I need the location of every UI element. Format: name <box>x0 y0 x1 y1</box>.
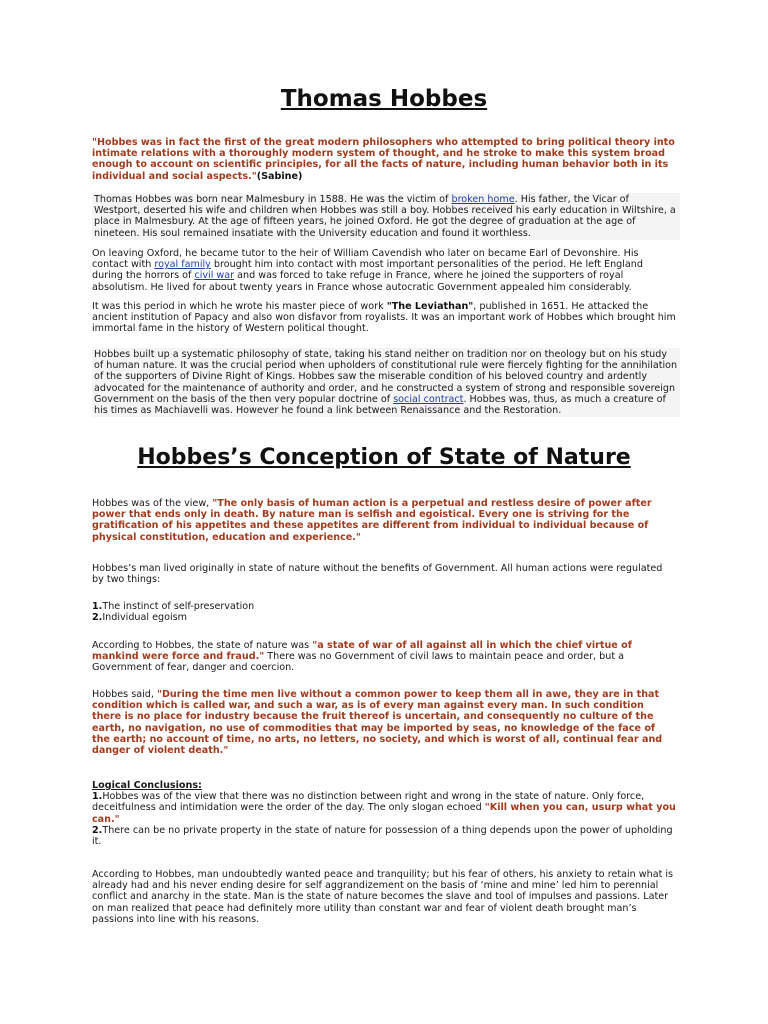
list-number: 2. <box>92 612 103 624</box>
list-item-text: Individual egoism <box>102 612 187 624</box>
list-number: 2. <box>92 824 103 836</box>
bio-paragraph-leviathan <box>92 301 676 335</box>
logical-heading: Logical Conclusions: <box>92 780 202 791</box>
list-number: 1. <box>92 601 103 612</box>
list-item-text: The instinct of self-preservation <box>102 601 255 612</box>
text-span: According to Hobbes, the state of nature was <box>92 640 313 651</box>
text-span: There can be no private property in the state of nature for possession of a thing depends upon the power of upholding it. <box>92 824 673 848</box>
text-span: Hobbes was of the view, <box>92 498 213 509</box>
text-span: brought him into contact with most important personalities of the period. He left England during the horrors of <box>92 259 643 282</box>
list-number: 1. <box>92 791 103 803</box>
logical-conclusions <box>92 780 676 847</box>
son-list <box>92 601 676 623</box>
text-span: and was forced to take refuge in France, where he joined the supporters of royal absolutism. He lived for about twenty years in France whose autocratic Government appealed him considerably. <box>92 270 632 293</box>
section-title: Hobbes’s Conception of State of Nature <box>137 445 631 470</box>
link-civil-war[interactable]: civil war <box>194 270 235 282</box>
text-span: . His father, the Vicar of Westport, deserted his wife and children when Hobbes was still a boy. Hobbes received his early education in Wiltshire, a place in Malmesbury. At the age of fifteen years, he joined Oxford. He got the degree of graduation at the age of nineteen. His soul remained insatiate with the University education and found it worthless. <box>94 194 676 239</box>
quote-power: "The only basis of human action is a perpetual and restless desire of power after power that ends only in death. By nature man is selfish and egoistical. Every one is striving for the gratification of his appetites and these appetites are different from individual to individual because of physical constitution, education and experience." <box>92 498 652 543</box>
intro-quote-paragraph <box>92 137 676 182</box>
bio-paragraph-oxford <box>92 248 676 293</box>
quote-war: "a state of war of all against all in which the chief virtue of mankind were force and fraud." <box>92 640 632 663</box>
quote-condition: "During the time men live without a common power to keep them all in awe, they are in that condition which is called war, and such a war, as is of every man against every man. In such condition there is no place for industry because the fruit thereof is uncertain, and consequently no culture of the earth, no navigation, no use of commodities that may be imported by seas, no knowledge of the face of the earth; no account of time, no arts, no letters, no society, and which is worst of all, continual fear and danger of violent death." <box>92 689 663 757</box>
text-span: Hobbes was of the view that there was no distinction between right and wrong in the state of nature. Only force, deceitfulness and intimidation were the order of the day. The only slogan echoed <box>92 791 645 814</box>
quote-kill: "Kill when you can, usurp what you can." <box>92 802 676 825</box>
page-title: Thomas Hobbes <box>280 86 488 112</box>
text-span: Hobbes said, <box>92 689 157 700</box>
text-span: It was this period in which he wrote his master piece of work <box>92 301 387 312</box>
intro-quote: "Hobbes was in fact the first of the great modern philosophers who attempted to bring political theory into intimate relations with a thoroughly modern system of thought, and he stroke to make this system broad enough to account on scientific principles, for all the facts of nature, including human behavior both in its individual and social aspects." <box>92 137 675 182</box>
leviathan-title: "The Leviathan" <box>386 301 474 312</box>
son-paragraph-original: Hobbes’s man lived originally in state of nature without the benefits of Government. All human actions were regulated by two things: <box>92 563 663 586</box>
link-royal-family[interactable]: royal family <box>154 259 211 271</box>
son-paragraph-said <box>92 689 676 756</box>
link-social-contract[interactable]: social contract <box>393 393 464 405</box>
intro-source: (Sabine) <box>256 170 303 182</box>
text-span: . Hobbes was, thus, as much a creature of his times as Machiavelli was. However he found a link between Renaissance and the Restoration. <box>94 393 666 417</box>
text-span: Hobbes built up a systematic philosophy of state, taking his stand neither on tradition nor on theology but on his study of human nature. It was the crucial period when upholders of constitutional rule were fiercely fighting for the annihilation of the supporters of Divine Right of Kings. Hobbes saw the miserable condition of his beloved country and ardently advocated for the maintenance of authority and order, and he constructed a system of strong and responsible sovereign Government on the basis of the then very popular doctrine of <box>94 349 678 405</box>
bio-paragraph-philosophy <box>92 348 680 417</box>
bio-paragraph-birth <box>92 193 680 240</box>
text-span: , published in 1651. He attacked the ancient institution of Papacy and also won disfavor from royalists. It was an important work of Hobbes which brought him immortal fame in the history of Western political thought. <box>92 301 676 335</box>
son-paragraph-war <box>92 640 676 674</box>
text-span: On leaving Oxford, he became tutor to the heir of William Cavendish who later on became Earl of Devonshire. His contact with <box>92 248 639 271</box>
link-broken-home[interactable]: broken home <box>451 194 515 205</box>
text-span: Thomas Hobbes was born near Malmesbury in 1588. He was the victim of <box>94 194 452 205</box>
text-span: There was no Government of civil laws to maintain peace and order, but a Government of fear, danger and coercion. <box>92 651 625 674</box>
son-paragraph-view <box>92 498 676 543</box>
son-paragraph-peace: According to Hobbes, man undoubtedly wanted peace and tranquility; but his fear of others, his anxiety to retain what is already had and his never ending desire for self aggrandizement on the basis of ‘mine and mine’ led him to perennial conflict and anarchy in the state. Man is the state of nature becomes the slave and tool of impulses and passions. Later on man realized that peace had definitely more utility than constant war and fear of violent death brought man’s passions into line with his reasons. <box>92 869 674 925</box>
